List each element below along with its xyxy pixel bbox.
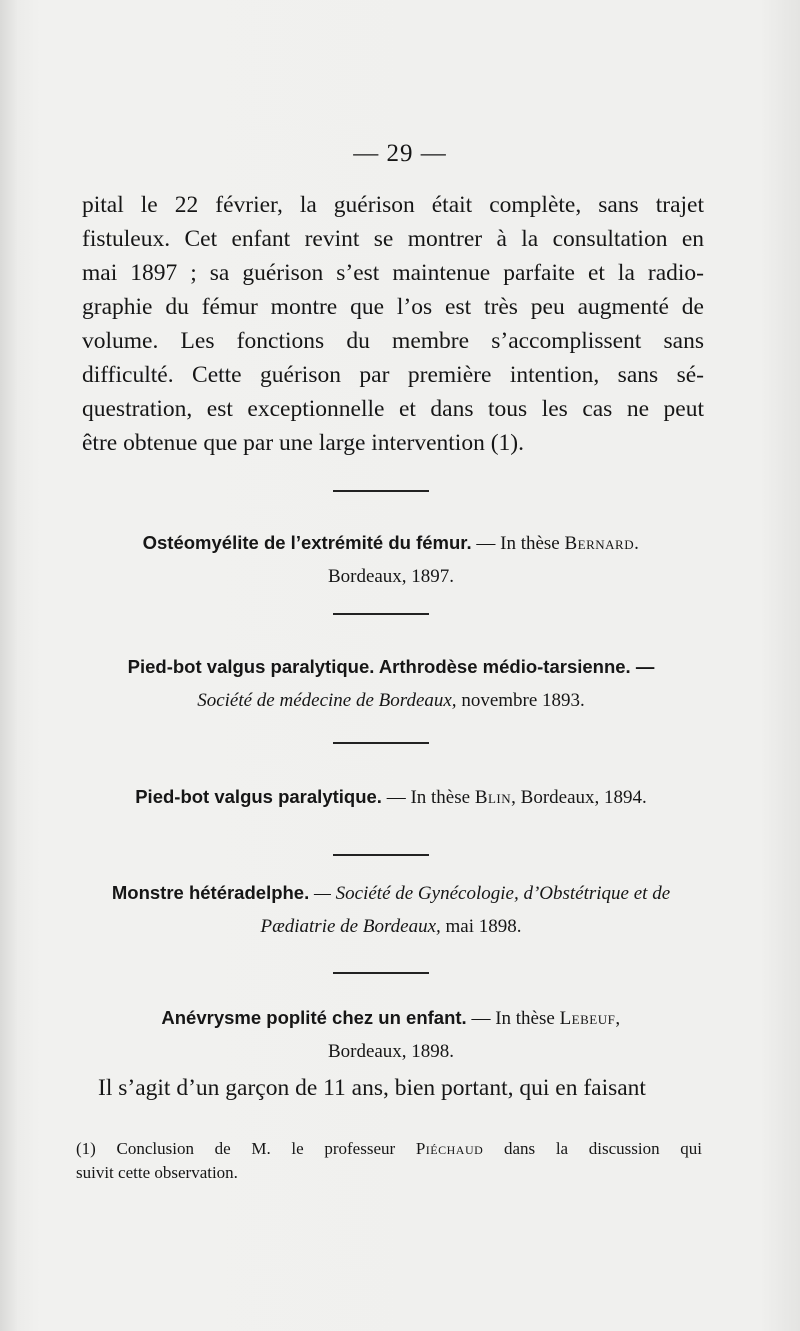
paragraph-continued xyxy=(82,188,704,460)
text-line: pital le 22 février, la guérison était complète, sans trajet xyxy=(82,192,704,218)
entry-source: — In thèse xyxy=(471,533,565,554)
entry-place-date: , Bordeaux, 1894. xyxy=(511,787,647,808)
separator-rule xyxy=(333,854,429,856)
entry-source: — In thèse xyxy=(381,787,475,808)
footnote-text: dans la discussion qui xyxy=(483,1139,703,1158)
entry-author: Bernard. xyxy=(564,533,640,554)
entry-author: Lebeuf, xyxy=(559,1008,621,1029)
entry-journal: Société de médecine de Bordeaux, xyxy=(197,690,457,711)
entry-title: Ostéomyélite de l’extrémité du fémur. xyxy=(142,532,472,553)
footnote-author: Piéchaud xyxy=(415,1139,484,1158)
bibliography-entry xyxy=(76,1001,706,1068)
entry-title: Monstre hétéradelphe. xyxy=(111,882,310,903)
text-line: mai 1897 ; sa guérison s’est maintenue parfaite et la radio- xyxy=(82,260,704,286)
page-number: — 29 — xyxy=(353,140,447,167)
footnote-line: suivit cette observation. xyxy=(76,1163,238,1182)
text-line: volume. Les fonctions du membre s’accomplissent sans xyxy=(82,328,704,354)
footnote-text: Conclusion de M. le professeur xyxy=(95,1139,416,1158)
bibliography-entry xyxy=(76,650,706,717)
separator-rule xyxy=(333,742,429,744)
entry-author: Blin xyxy=(474,787,512,808)
text-line: questration, est exceptionnelle et dans tous les cas ne peut xyxy=(82,396,704,422)
text-line: fistuleux. Cet enfant revint se montrer à la consultation en xyxy=(82,226,704,252)
entry-journal-cont: Pædiatrie de Bordeaux, xyxy=(260,916,441,937)
text-line: difficulté. Cette guérison par première intention, sans sé- xyxy=(82,362,704,388)
entry-place-date: Bordeaux, 1898. xyxy=(327,1041,455,1062)
bibliography-entry xyxy=(76,876,706,943)
paragraph-start: Il s’agit d’un garçon de 11 ans, bien portant, qui en faisant xyxy=(98,1075,646,1101)
text-line: être obtenue que par une large intervention (1). xyxy=(82,430,524,456)
separator-rule xyxy=(333,613,429,615)
footnote-marker: (1) xyxy=(76,1139,96,1158)
separator-rule xyxy=(333,490,429,492)
entry-date: novembre 1893. xyxy=(456,690,585,711)
footnote xyxy=(76,1137,702,1185)
entry-place-date: Bordeaux, 1897. xyxy=(327,566,455,587)
bibliography-entry xyxy=(76,780,706,814)
separator-rule xyxy=(333,972,429,974)
entry-title: Pied-bot valgus paralytique. Arthrodèse médio-tarsienne. — xyxy=(127,656,655,677)
entry-date: mai 1898. xyxy=(440,916,522,937)
entry-journal: — Société de Gynécologie, d’Obstétrique et de xyxy=(309,883,671,904)
entry-title: Pied-bot valgus paralytique. xyxy=(135,786,382,807)
entry-title: Anévrysme poplité chez un enfant. xyxy=(161,1007,467,1028)
bibliography-entry xyxy=(76,526,706,593)
entry-source: — In thèse xyxy=(466,1008,560,1029)
text-line: graphie du fémur montre que l’os est très peu augmenté de xyxy=(82,294,704,320)
